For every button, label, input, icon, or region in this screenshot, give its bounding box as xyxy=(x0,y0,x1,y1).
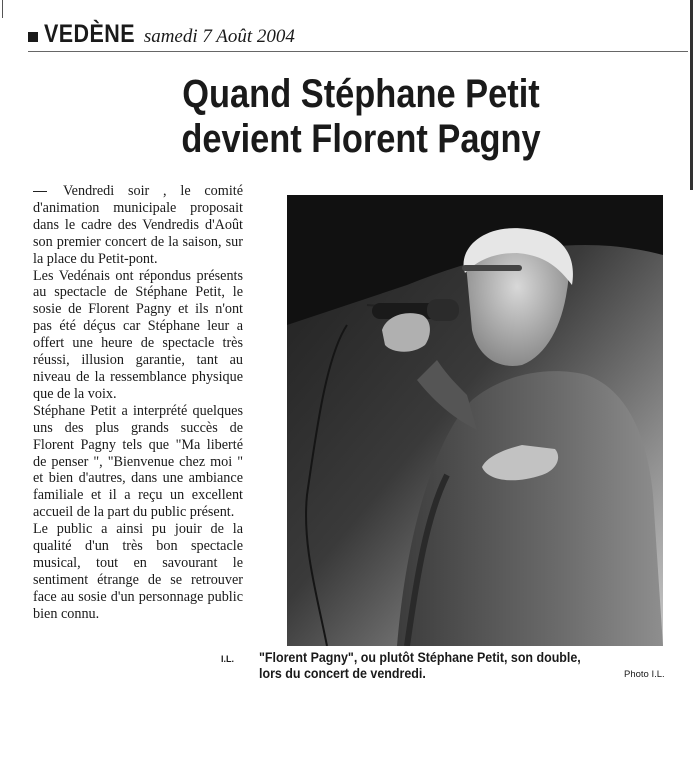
body-paragraph: Le public a ainsi pu jouir de la qualité d'un très bon spectacle musical, tout en savourant le sentiment étrange de se retrouver face au sosie d'un personnage public bien connu. xyxy=(33,521,243,622)
headline-line-2: devient Florent Pagny xyxy=(181,117,541,161)
page-header xyxy=(28,20,295,52)
header-divider xyxy=(28,51,688,52)
publication-date: samedi 7 Août 2004 xyxy=(143,26,295,47)
square-bullet-icon xyxy=(28,32,38,42)
concert-photo xyxy=(287,195,663,646)
photo-credit: Photo I.L. xyxy=(624,669,665,680)
body-paragraph: Vendredi soir , le comité d'animation municipale proposait dans le cadre des Vendredis d'Août son premier concert de la saison, sur la place du Petit-pont. xyxy=(33,183,243,267)
caption-line-2: lors du concert de vendredi. xyxy=(259,666,426,681)
article-body xyxy=(33,183,243,623)
article-headline xyxy=(133,72,589,162)
photo-caption xyxy=(259,650,661,682)
body-paragraph: Les Vedénais ont répondus présents au spectacle de Stéphane Petit, le sosie de Florent Pagny et ils n'ont pas été déçus car Stéphane leur a offert une heure de spectacle très réussi, illusion garantie, tant au niveau de la ressemblance physique que de la voix. xyxy=(33,267,243,402)
section-rubric: VEDÈNE xyxy=(44,20,135,48)
right-margin-rule xyxy=(690,0,693,190)
author-initials: I.L. xyxy=(221,654,234,664)
body-paragraph: Stéphane Petit a interprété quelques uns des plus grands succès de Florent Pagny tels que "Ma liberté de penser ", "Bienvenue chez moi " et bien d'autres, dans une ambiance familiale et il a reçu un excellent accueil de la part du public présent. xyxy=(33,402,243,521)
caption-line-1: "Florent Pagny", ou plutôt Stéphane Petit, son double, xyxy=(259,650,581,665)
left-margin-rule xyxy=(2,0,3,18)
headline-line-1: Quand Stéphane Petit xyxy=(182,72,540,116)
